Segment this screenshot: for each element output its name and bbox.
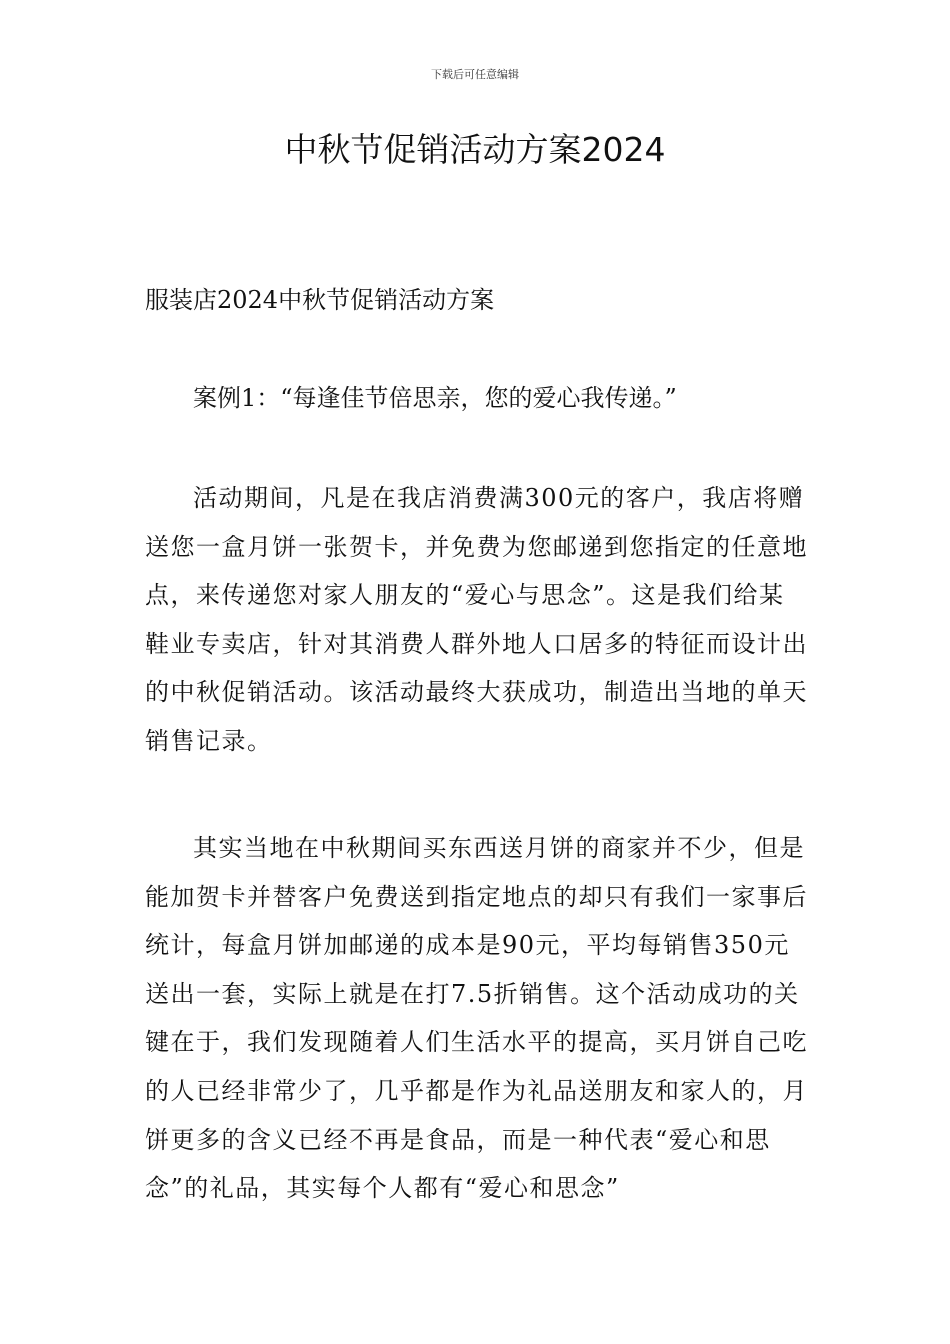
document-subtitle: 服装店2024中秋节促销活动方案 [145, 286, 495, 314]
body-paragraph: 活动期间，凡是在我店消费满300元的客户，我店将赠送您一盒月饼一张贺卡，并免费为您邮递到您指定的任意地点，来传递您对家人朋友的“爱心与思念”。这是我们给某鞋业专卖店，针对其消费人群外地人口居多的特征而设计出的中秋促销活动。该活动最终大获成功，制造出当地的单天销售记录。 [145, 484, 808, 755]
body-paragraph: 其实当地在中秋期间买东西送月饼的商家并不少，但是能加贺卡并替客户免费送到指定地点的却只有我们一家事后统计，每盒月饼加邮递的成本是90元，平均每销售350元送出一套，实际上就是在打7.5折销售。这个活动成功的关键在于，我们发现随着人们生活水平的提高，买月饼自己吃的人已经非常少了，几乎都是作为礼品送朋友和家人的，月饼更多的含义已经不再是食品，而是一种代表“爱心和思念”的礼品，其实每个人都有“爱心和思念” [145, 834, 808, 1203]
header-note: 下载后可任意编辑 [431, 68, 519, 81]
case-heading: 案例1：“每逢佳节倍思亲，您的爱心我传递。” [193, 384, 677, 412]
page-title: 中秋节促销活动方案2024 [284, 130, 666, 169]
